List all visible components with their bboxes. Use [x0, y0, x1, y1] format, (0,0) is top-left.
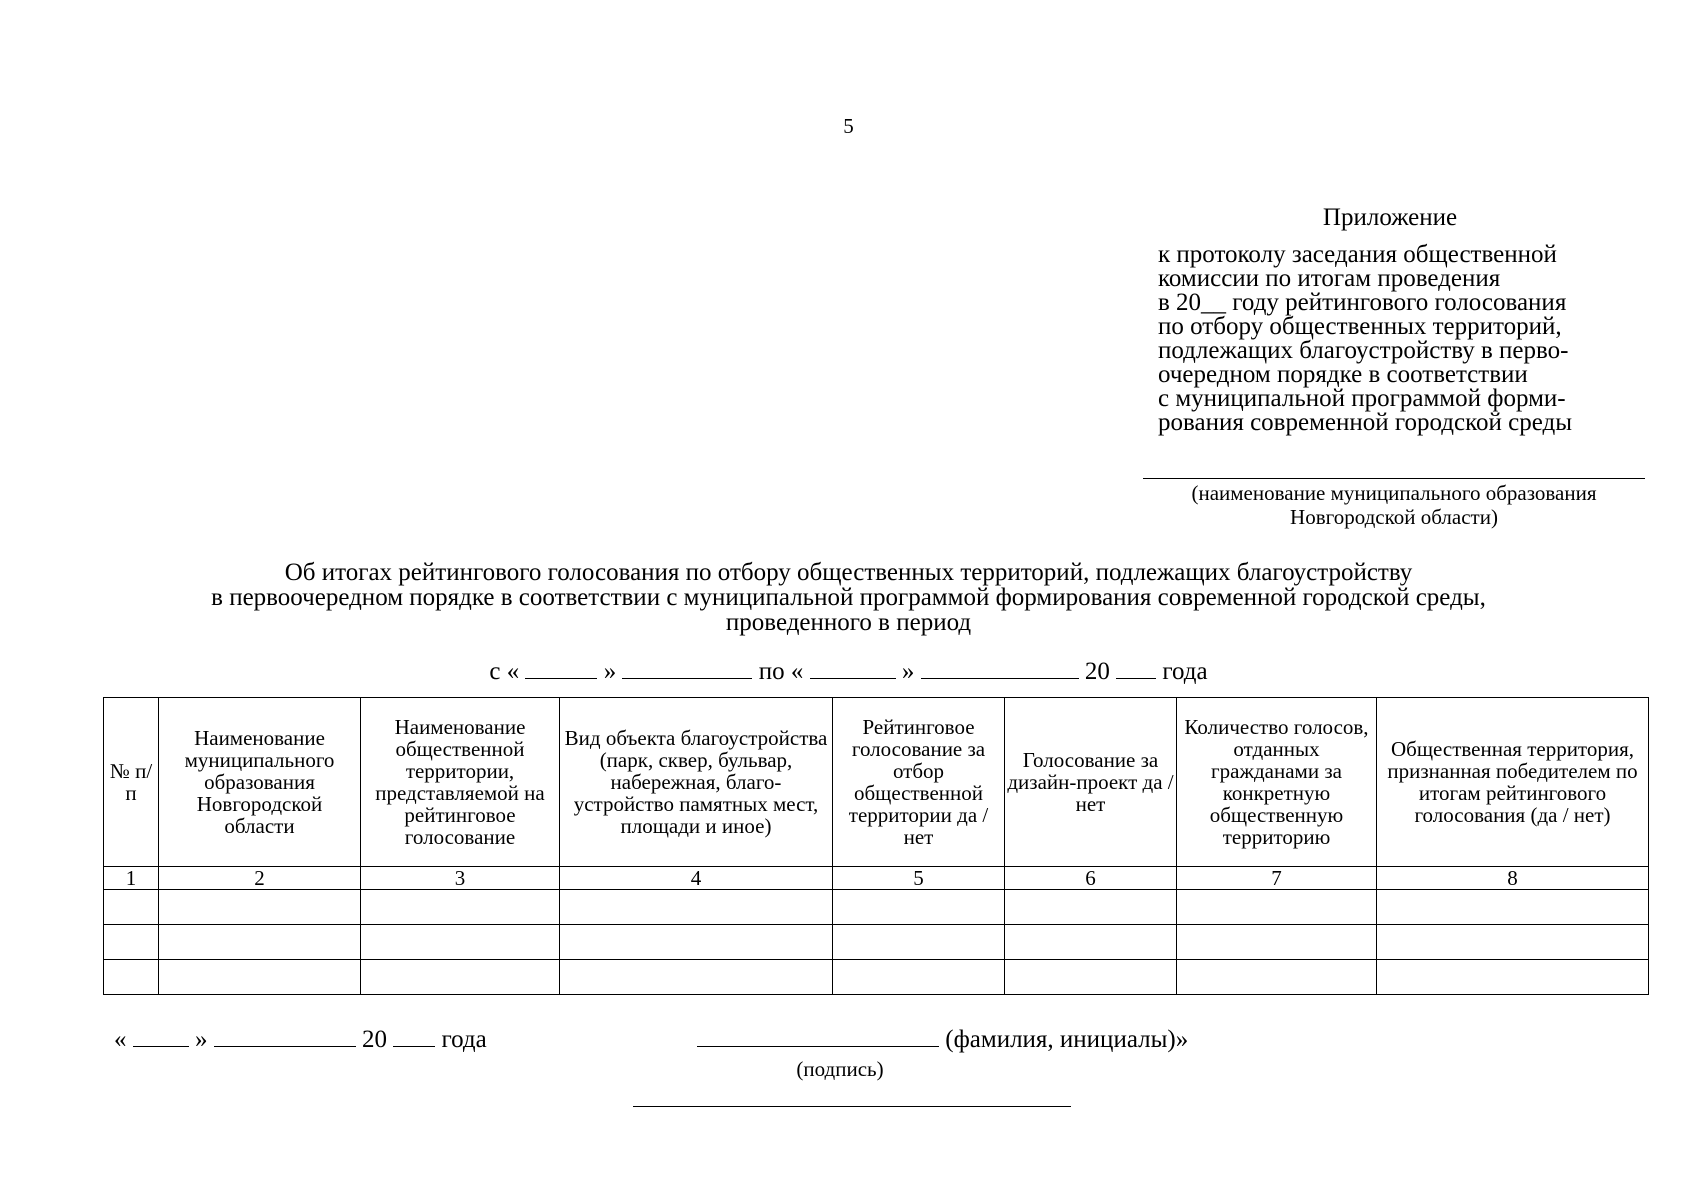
table-header-row [104, 698, 1649, 867]
table-cell[interactable] [560, 960, 833, 995]
table-cell[interactable] [1005, 925, 1177, 960]
period-close-quote: » [603, 658, 617, 685]
bottom-divider [633, 1106, 1071, 1107]
table-row [104, 925, 1649, 960]
period-year-field[interactable] [1116, 656, 1156, 679]
municipality-name-field[interactable] [1143, 478, 1645, 479]
column-header-territory: Наименование общественной территории, представляемой на рейтинговое голосование [361, 698, 560, 867]
appendix-line: с муниципальной программой форми- [1158, 385, 1566, 412]
table-cell[interactable] [361, 925, 560, 960]
column-number: 5 [833, 867, 1005, 890]
document-heading [0, 560, 1697, 635]
table-cell[interactable] [1005, 960, 1177, 995]
period-from-day-field[interactable] [525, 656, 597, 679]
appendix-line: рования современной городской среды [1158, 409, 1572, 436]
footer-year-suffix: года [441, 1026, 487, 1053]
table-cell[interactable] [1177, 925, 1377, 960]
footer-year-field[interactable] [393, 1024, 435, 1047]
table-cell[interactable] [1377, 925, 1649, 960]
voting-results-table [103, 697, 1649, 995]
municipality-caption-line: (наименование муниципального образования [1191, 481, 1597, 505]
period-year-suffix: года [1162, 658, 1208, 685]
column-header-municipality: Наименование муниципального образования Новгородской области [159, 698, 361, 867]
table-cell[interactable] [1377, 890, 1649, 925]
period-to-label: по « [758, 658, 804, 685]
table-cell[interactable] [1177, 890, 1377, 925]
column-number: 8 [1377, 867, 1649, 890]
column-number: 3 [361, 867, 560, 890]
table-row [104, 960, 1649, 995]
column-number: 6 [1005, 867, 1177, 890]
table-cell[interactable] [833, 890, 1005, 925]
column-number: 7 [1177, 867, 1377, 890]
municipality-caption [1143, 481, 1645, 529]
table-cell[interactable] [1377, 960, 1649, 995]
appendix-line: комиссии по итогам проведения [1158, 265, 1501, 292]
period-to-day-field[interactable] [810, 656, 896, 679]
column-header-territory-vote: Рейтинговое голосование за отбор общественной территории да / нет [833, 698, 1005, 867]
page-number: 5 [843, 114, 854, 138]
period-to-month-field[interactable] [921, 656, 1079, 679]
period-from-month-field[interactable] [622, 656, 752, 679]
appendix-title: Приложение [1322, 204, 1458, 231]
table-cell[interactable] [560, 890, 833, 925]
appendix-block [1158, 206, 1658, 435]
heading-line: в первоочередном порядке в соответствии с муниципальной программой формирования современной городской среды, [211, 584, 1486, 611]
column-header-vote-count: Количество голосов, отданных гражданами за конкретную общественную территорию [1177, 698, 1377, 867]
heading-line: Об итогах рейтингового голосования по отбору общественных территорий, подлежащих благоустройству [284, 559, 1413, 586]
footer-month-field[interactable] [214, 1024, 356, 1047]
column-number-row [104, 867, 1649, 890]
footer-open-quote: « [114, 1026, 127, 1053]
table-row [104, 890, 1649, 925]
footer-signature-line [697, 1024, 1188, 1055]
column-header-design-vote: Голосование за дизайн-проект да / нет [1005, 698, 1177, 867]
column-number: 4 [560, 867, 833, 890]
footer-year-prefix: 20 [362, 1026, 387, 1053]
appendix-line: в 20__ году рейтингового голосования [1158, 289, 1567, 316]
table-cell[interactable] [104, 925, 159, 960]
heading-line: проведенного в период [725, 609, 972, 636]
table-cell[interactable] [159, 890, 361, 925]
table-cell[interactable] [1177, 960, 1377, 995]
footer-close-quote: » [195, 1026, 208, 1053]
column-number: 2 [159, 867, 361, 890]
footer-day-field[interactable] [133, 1024, 189, 1047]
table-cell[interactable] [104, 890, 159, 925]
column-header-object-type: Вид объекта благоустройства (парк, сквер, бульвар, набережная, благо-устройство памятных мест, площади и иное) [560, 698, 833, 867]
table-cell[interactable] [104, 960, 159, 995]
table-cell[interactable] [361, 890, 560, 925]
table-cell[interactable] [1005, 890, 1177, 925]
period-from-label: с « [489, 658, 520, 685]
municipality-caption-line: Новгородской области) [1290, 505, 1498, 529]
table-cell[interactable] [833, 925, 1005, 960]
column-header-number: № п/п [104, 698, 159, 867]
appendix-line: по отбору общественных территорий, [1158, 313, 1562, 340]
signature-name-label: (фамилия, инициалы)» [945, 1026, 1189, 1053]
table-cell[interactable] [560, 925, 833, 960]
voting-period-line [0, 656, 1697, 687]
appendix-line: к протоколу заседания общественной [1158, 241, 1557, 268]
column-number: 1 [104, 867, 159, 890]
signature-caption: (подпись) [796, 1057, 884, 1081]
footer-date-line [114, 1024, 487, 1055]
period-year-prefix: 20 [1084, 658, 1110, 685]
table-cell[interactable] [361, 960, 560, 995]
table-cell[interactable] [833, 960, 1005, 995]
signature-field[interactable] [697, 1024, 939, 1047]
table-cell[interactable] [159, 925, 361, 960]
table-cell[interactable] [159, 960, 361, 995]
appendix-line: подлежащих благоустройству в перво- [1158, 337, 1569, 364]
period-close-quote: » [901, 658, 915, 685]
appendix-line: очередном порядке в соответствии [1158, 361, 1528, 388]
column-header-winner: Общественная территория, признанная победителем по итогам рейтингового голосования (да / нет) [1377, 698, 1649, 867]
